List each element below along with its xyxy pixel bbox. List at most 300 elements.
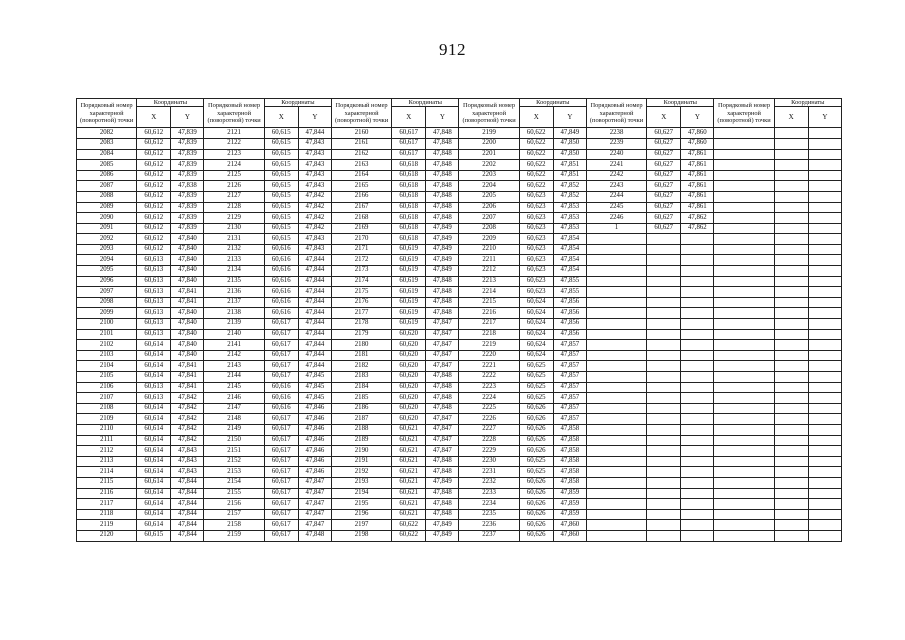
- x-coordinate-cell: 60,612: [137, 128, 171, 139]
- y-coordinate-cell: [808, 488, 841, 499]
- x-coordinate-cell: 60,623: [519, 191, 553, 202]
- x-coordinate-cell: [774, 202, 808, 213]
- y-coordinate-cell: [808, 234, 841, 245]
- y-coordinate-cell: 47,851: [553, 170, 586, 181]
- x-coordinate-cell: 60,622: [392, 520, 426, 531]
- x-coordinate-cell: 60,614: [137, 435, 171, 446]
- point-number-cell: [586, 234, 646, 245]
- x-coordinate-cell: 60,620: [392, 382, 426, 393]
- x-coordinate-cell: 60,621: [392, 509, 426, 520]
- point-number-cell: 2223: [459, 382, 519, 393]
- point-number-cell: 2178: [331, 319, 391, 330]
- y-coordinate-cell: 47,848: [426, 191, 459, 202]
- table-row: [77, 403, 842, 414]
- x-coordinate-cell: 60,626: [519, 509, 553, 520]
- y-coordinate-cell: 47,851: [553, 160, 586, 171]
- y-coordinate-cell: 47,848: [426, 149, 459, 160]
- y-coordinate-cell: 47,848: [298, 530, 331, 541]
- point-number-cell: 2203: [459, 170, 519, 181]
- y-coordinate-cell: 47,848: [426, 287, 459, 298]
- y-coordinate-cell: 47,844: [298, 255, 331, 266]
- x-coordinate-cell: 60,616: [264, 393, 298, 404]
- point-number-cell: 2132: [204, 244, 264, 255]
- point-number-cell: [714, 488, 774, 499]
- x-coordinate-cell: 60,627: [647, 202, 681, 213]
- point-number-cell: 2185: [331, 393, 391, 404]
- x-header: X: [519, 107, 553, 128]
- y-coordinate-cell: [681, 403, 714, 414]
- y-coordinate-cell: 47,839: [171, 223, 204, 234]
- x-coordinate-cell: 60,613: [137, 382, 171, 393]
- point-number-cell: 2196: [331, 509, 391, 520]
- y-coordinate-cell: 47,849: [426, 223, 459, 234]
- point-number-cell: 2213: [459, 276, 519, 287]
- y-coordinate-cell: 47,841: [171, 287, 204, 298]
- x-coordinate-cell: 60,614: [137, 403, 171, 414]
- x-coordinate-cell: 60,612: [137, 202, 171, 213]
- x-coordinate-cell: 60,614: [137, 520, 171, 531]
- table-row: [77, 424, 842, 435]
- point-number-cell: 2244: [586, 191, 646, 202]
- y-coordinate-cell: 47,858: [553, 435, 586, 446]
- x-coordinate-cell: 60,617: [264, 435, 298, 446]
- table-row: [77, 446, 842, 457]
- y-coordinate-cell: [808, 520, 841, 531]
- y-coordinate-cell: [808, 160, 841, 171]
- point-number-cell: 2091: [77, 223, 137, 234]
- y-header: Y: [681, 107, 714, 128]
- y-coordinate-cell: [808, 446, 841, 457]
- y-coordinate-cell: 47,855: [553, 287, 586, 298]
- x-coordinate-cell: [774, 414, 808, 425]
- point-number-cell: 2210: [459, 244, 519, 255]
- y-coordinate-cell: 47,842: [298, 191, 331, 202]
- x-coordinate-cell: 60,613: [137, 297, 171, 308]
- point-number-cell: [714, 191, 774, 202]
- x-coordinate-cell: [774, 424, 808, 435]
- y-coordinate-cell: 47,857: [553, 403, 586, 414]
- point-number-cell: [714, 393, 774, 404]
- x-coordinate-cell: 60,621: [392, 488, 426, 499]
- point-number-cell: [714, 202, 774, 213]
- y-coordinate-cell: [681, 520, 714, 531]
- x-coordinate-cell: 60,621: [392, 446, 426, 457]
- point-number-cell: 2111: [77, 435, 137, 446]
- x-coordinate-cell: [774, 350, 808, 361]
- point-number-cell: [714, 223, 774, 234]
- point-number-cell: 2197: [331, 520, 391, 531]
- x-coordinate-cell: 60,624: [519, 329, 553, 340]
- x-coordinate-cell: 60,615: [264, 213, 298, 224]
- point-number-cell: 2233: [459, 488, 519, 499]
- x-coordinate-cell: 60,627: [647, 138, 681, 149]
- y-coordinate-cell: 47,844: [298, 361, 331, 372]
- x-coordinate-cell: [774, 244, 808, 255]
- point-number-cell: 2108: [77, 403, 137, 414]
- point-number-cell: 2200: [459, 138, 519, 149]
- point-number-cell: 2122: [204, 138, 264, 149]
- y-coordinate-cell: 47,840: [171, 329, 204, 340]
- y-coordinate-cell: 47,848: [426, 467, 459, 478]
- point-number-cell: 2202: [459, 160, 519, 171]
- y-coordinate-cell: [681, 530, 714, 541]
- x-coordinate-cell: 60,617: [264, 509, 298, 520]
- y-coordinate-cell: 47,844: [171, 477, 204, 488]
- x-coordinate-cell: 60,617: [264, 488, 298, 499]
- coordinates-header: Координаты: [137, 99, 204, 107]
- point-number-cell: [714, 414, 774, 425]
- x-coordinate-cell: [647, 520, 681, 531]
- x-coordinate-cell: 60,622: [519, 149, 553, 160]
- y-coordinate-cell: [808, 308, 841, 319]
- point-number-cell: 2190: [331, 446, 391, 457]
- table-row: [77, 456, 842, 467]
- point-number-cell: 2209: [459, 234, 519, 245]
- y-coordinate-cell: 47,857: [553, 340, 586, 351]
- x-coordinate-cell: [647, 266, 681, 277]
- point-number-cell: [586, 424, 646, 435]
- coordinates-header: Координаты: [647, 99, 714, 107]
- x-coordinate-cell: 60,627: [647, 128, 681, 139]
- x-coordinate-cell: 60,627: [647, 149, 681, 160]
- y-coordinate-cell: 47,848: [426, 138, 459, 149]
- x-coordinate-cell: [774, 266, 808, 277]
- point-number-cell: 2245: [586, 202, 646, 213]
- point-number-cell: 2218: [459, 329, 519, 340]
- y-coordinate-cell: [808, 435, 841, 446]
- x-header: X: [774, 107, 808, 128]
- x-coordinate-cell: [774, 234, 808, 245]
- y-coordinate-cell: [681, 234, 714, 245]
- y-coordinate-cell: 47,849: [553, 128, 586, 139]
- x-coordinate-cell: [647, 530, 681, 541]
- y-coordinate-cell: 47,842: [171, 424, 204, 435]
- y-coordinate-cell: 47,843: [171, 446, 204, 457]
- y-coordinate-cell: [681, 382, 714, 393]
- table-row: [77, 149, 842, 160]
- point-number-cell: [714, 297, 774, 308]
- y-coordinate-cell: 47,847: [426, 424, 459, 435]
- table-row: [77, 223, 842, 234]
- point-number-cell: [586, 467, 646, 478]
- x-coordinate-cell: 60,620: [392, 329, 426, 340]
- point-number-cell: 2141: [204, 340, 264, 351]
- x-coordinate-cell: [647, 446, 681, 457]
- point-number-cell: 2126: [204, 181, 264, 192]
- x-coordinate-cell: [774, 255, 808, 266]
- x-coordinate-cell: 60,625: [519, 467, 553, 478]
- y-coordinate-cell: 47,844: [298, 276, 331, 287]
- x-coordinate-cell: 60,619: [392, 244, 426, 255]
- x-coordinate-cell: 60,614: [137, 340, 171, 351]
- point-number-cell: 2163: [331, 160, 391, 171]
- point-number-cell: 2115: [77, 477, 137, 488]
- y-coordinate-cell: 47,846: [298, 403, 331, 414]
- y-coordinate-cell: 47,844: [298, 287, 331, 298]
- table-row: [77, 361, 842, 372]
- point-number-cell: 2162: [331, 149, 391, 160]
- y-coordinate-cell: 47,839: [171, 191, 204, 202]
- x-coordinate-cell: 60,623: [519, 202, 553, 213]
- x-coordinate-cell: 60,614: [137, 372, 171, 383]
- y-coordinate-cell: [808, 403, 841, 414]
- table-row: [77, 191, 842, 202]
- point-number-cell: [714, 456, 774, 467]
- x-coordinate-cell: [647, 477, 681, 488]
- y-coordinate-cell: [808, 191, 841, 202]
- y-coordinate-cell: 47,858: [553, 424, 586, 435]
- x-coordinate-cell: 60,621: [392, 467, 426, 478]
- y-coordinate-cell: 47,857: [553, 382, 586, 393]
- x-coordinate-cell: 60,612: [137, 149, 171, 160]
- x-coordinate-cell: 60,624: [519, 319, 553, 330]
- point-number-cell: [586, 297, 646, 308]
- x-coordinate-cell: 60,623: [519, 255, 553, 266]
- x-coordinate-cell: [647, 319, 681, 330]
- x-coordinate-cell: [774, 393, 808, 404]
- y-coordinate-cell: 47,847: [426, 446, 459, 457]
- x-coordinate-cell: 60,622: [392, 530, 426, 541]
- point-number-cell: 2133: [204, 255, 264, 266]
- point-number-cell: 2131: [204, 234, 264, 245]
- y-coordinate-cell: 47,844: [298, 350, 331, 361]
- y-coordinate-cell: [808, 509, 841, 520]
- point-number-cell: 2171: [331, 244, 391, 255]
- point-number-cell: [586, 435, 646, 446]
- x-coordinate-cell: [774, 530, 808, 541]
- y-coordinate-cell: 47,858: [553, 446, 586, 457]
- x-coordinate-cell: 60,617: [264, 456, 298, 467]
- x-coordinate-cell: 60,619: [392, 276, 426, 287]
- y-coordinate-cell: 47,847: [426, 414, 459, 425]
- point-number-cell: 2237: [459, 530, 519, 541]
- y-coordinate-cell: 47,861: [681, 149, 714, 160]
- x-coordinate-cell: 60,618: [392, 191, 426, 202]
- y-coordinate-cell: 47,854: [553, 244, 586, 255]
- y-coordinate-cell: 47,847: [426, 350, 459, 361]
- x-coordinate-cell: 60,627: [647, 191, 681, 202]
- y-coordinate-cell: 47,862: [681, 213, 714, 224]
- y-coordinate-cell: 47,852: [553, 181, 586, 192]
- y-coordinate-cell: 47,844: [171, 530, 204, 541]
- y-coordinate-cell: 47,845: [298, 393, 331, 404]
- y-coordinate-cell: 47,847: [426, 361, 459, 372]
- x-coordinate-cell: [774, 477, 808, 488]
- y-coordinate-cell: [808, 266, 841, 277]
- x-coordinate-cell: 60,626: [519, 520, 553, 531]
- point-number-cell: [714, 477, 774, 488]
- y-coordinate-cell: 47,858: [553, 477, 586, 488]
- y-coordinate-cell: 47,854: [553, 266, 586, 277]
- point-number-cell: 2204: [459, 181, 519, 192]
- point-number-cell: 2227: [459, 424, 519, 435]
- point-number-cell: [714, 424, 774, 435]
- x-coordinate-cell: 60,619: [392, 308, 426, 319]
- x-coordinate-cell: [774, 340, 808, 351]
- y-coordinate-cell: [808, 329, 841, 340]
- x-coordinate-cell: [647, 350, 681, 361]
- point-number-cell: 2136: [204, 287, 264, 298]
- x-coordinate-cell: 60,623: [519, 244, 553, 255]
- point-number-cell: 2182: [331, 361, 391, 372]
- point-number-cell: 2229: [459, 446, 519, 457]
- point-number-cell: 2127: [204, 191, 264, 202]
- point-number-cell: 2224: [459, 393, 519, 404]
- y-coordinate-cell: 47,845: [298, 382, 331, 393]
- x-coordinate-cell: [774, 138, 808, 149]
- y-coordinate-cell: 47,843: [171, 456, 204, 467]
- point-number-cell: [586, 382, 646, 393]
- point-number-cell: 2087: [77, 181, 137, 192]
- point-number-cell: 2114: [77, 467, 137, 478]
- y-coordinate-cell: 47,862: [681, 223, 714, 234]
- y-coordinate-cell: 47,857: [553, 372, 586, 383]
- y-coordinate-cell: [808, 287, 841, 298]
- x-coordinate-cell: 60,617: [264, 477, 298, 488]
- y-coordinate-cell: [681, 414, 714, 425]
- y-coordinate-cell: [681, 350, 714, 361]
- x-coordinate-cell: [774, 446, 808, 457]
- x-coordinate-cell: 60,615: [264, 170, 298, 181]
- y-coordinate-cell: 47,848: [426, 170, 459, 181]
- x-coordinate-cell: 60,616: [264, 403, 298, 414]
- point-number-cell: [714, 255, 774, 266]
- point-number-cell: [714, 149, 774, 160]
- point-number-cell: 2208: [459, 223, 519, 234]
- point-number-cell: 2146: [204, 393, 264, 404]
- point-number-cell: 2096: [77, 276, 137, 287]
- y-coordinate-cell: [808, 223, 841, 234]
- point-number-cell: [586, 477, 646, 488]
- y-header: Y: [426, 107, 459, 128]
- point-number-cell: [714, 467, 774, 478]
- y-coordinate-cell: [808, 297, 841, 308]
- point-number-cell: 2158: [204, 520, 264, 531]
- x-coordinate-cell: [647, 234, 681, 245]
- table-row: [77, 170, 842, 181]
- x-coordinate-cell: 60,618: [392, 170, 426, 181]
- point-number-cell: 2119: [77, 520, 137, 531]
- x-coordinate-cell: 60,615: [264, 149, 298, 160]
- point-number-cell: 2239: [586, 138, 646, 149]
- x-coordinate-cell: 60,620: [392, 372, 426, 383]
- point-number-cell: [586, 319, 646, 330]
- y-coordinate-cell: 47,847: [426, 319, 459, 330]
- point-number-cell: 2135: [204, 276, 264, 287]
- y-coordinate-cell: 47,842: [298, 223, 331, 234]
- x-coordinate-cell: [647, 372, 681, 383]
- x-coordinate-cell: [647, 456, 681, 467]
- x-coordinate-cell: 60,623: [519, 276, 553, 287]
- point-number-cell: 2215: [459, 297, 519, 308]
- x-coordinate-cell: 60,622: [519, 181, 553, 192]
- point-number-cell: [586, 244, 646, 255]
- y-coordinate-cell: 47,844: [298, 329, 331, 340]
- y-coordinate-cell: 47,848: [426, 202, 459, 213]
- x-coordinate-cell: 60,620: [392, 414, 426, 425]
- y-coordinate-cell: 47,846: [298, 414, 331, 425]
- x-coordinate-cell: 60,616: [264, 287, 298, 298]
- y-coordinate-cell: 47,840: [171, 276, 204, 287]
- y-coordinate-cell: 47,856: [553, 329, 586, 340]
- x-coordinate-cell: 60,623: [519, 223, 553, 234]
- point-number-cell: 2231: [459, 467, 519, 478]
- x-coordinate-cell: 60,620: [392, 350, 426, 361]
- point-number-cell: 2121: [204, 128, 264, 139]
- y-coordinate-cell: 47,856: [553, 308, 586, 319]
- table-row: [77, 382, 842, 393]
- table-row: [77, 128, 842, 139]
- point-number-cell: 2148: [204, 414, 264, 425]
- table-row: [77, 181, 842, 192]
- y-coordinate-cell: 47,841: [171, 361, 204, 372]
- y-coordinate-cell: [808, 181, 841, 192]
- y-coordinate-cell: 47,840: [171, 266, 204, 277]
- point-number-cell: 2083: [77, 138, 137, 149]
- y-coordinate-cell: 47,848: [426, 456, 459, 467]
- x-coordinate-cell: 60,614: [137, 414, 171, 425]
- point-number-cell: 2222: [459, 372, 519, 383]
- y-coordinate-cell: 47,844: [171, 509, 204, 520]
- x-coordinate-cell: 60,612: [137, 223, 171, 234]
- table-row: [77, 467, 842, 478]
- y-coordinate-cell: 47,844: [298, 128, 331, 139]
- point-number-cell: [714, 244, 774, 255]
- y-coordinate-cell: [808, 530, 841, 541]
- table-row: [77, 297, 842, 308]
- x-coordinate-cell: 60,614: [137, 361, 171, 372]
- x-coordinate-cell: 60,626: [519, 424, 553, 435]
- x-coordinate-cell: 60,617: [392, 138, 426, 149]
- y-coordinate-cell: 47,857: [553, 393, 586, 404]
- table-row: [77, 287, 842, 298]
- table-row: [77, 340, 842, 351]
- point-number-cell: 2246: [586, 213, 646, 224]
- point-number-cell: 2242: [586, 170, 646, 181]
- table-row: [77, 530, 842, 541]
- table-row: [77, 509, 842, 520]
- point-number-cell: [586, 520, 646, 531]
- x-coordinate-cell: 60,616: [264, 244, 298, 255]
- point-number-cell: 2086: [77, 170, 137, 181]
- x-coordinate-cell: 60,614: [137, 446, 171, 457]
- table-row: [77, 276, 842, 287]
- y-coordinate-cell: 47,839: [171, 128, 204, 139]
- point-number-cell: 2109: [77, 414, 137, 425]
- x-coordinate-cell: 60,625: [519, 456, 553, 467]
- point-number-header: Порядковый номер характерной (поворотной) точки: [586, 99, 646, 128]
- point-number-cell: 2211: [459, 255, 519, 266]
- x-coordinate-cell: 60,622: [519, 138, 553, 149]
- point-number-cell: 2082: [77, 128, 137, 139]
- point-number-cell: 2232: [459, 477, 519, 488]
- point-number-cell: 2116: [77, 488, 137, 499]
- point-number-cell: [586, 488, 646, 499]
- point-number-cell: 2194: [331, 488, 391, 499]
- point-number-cell: 2214: [459, 287, 519, 298]
- point-number-cell: 2137: [204, 297, 264, 308]
- x-coordinate-cell: 60,613: [137, 287, 171, 298]
- point-number-cell: 2097: [77, 287, 137, 298]
- point-number-cell: 2184: [331, 382, 391, 393]
- x-coordinate-cell: 60,617: [264, 530, 298, 541]
- y-coordinate-cell: 47,849: [426, 530, 459, 541]
- x-coordinate-cell: [647, 276, 681, 287]
- point-number-cell: 2175: [331, 287, 391, 298]
- y-coordinate-cell: [681, 435, 714, 446]
- y-coordinate-cell: 47,840: [171, 308, 204, 319]
- y-coordinate-cell: 47,842: [171, 393, 204, 404]
